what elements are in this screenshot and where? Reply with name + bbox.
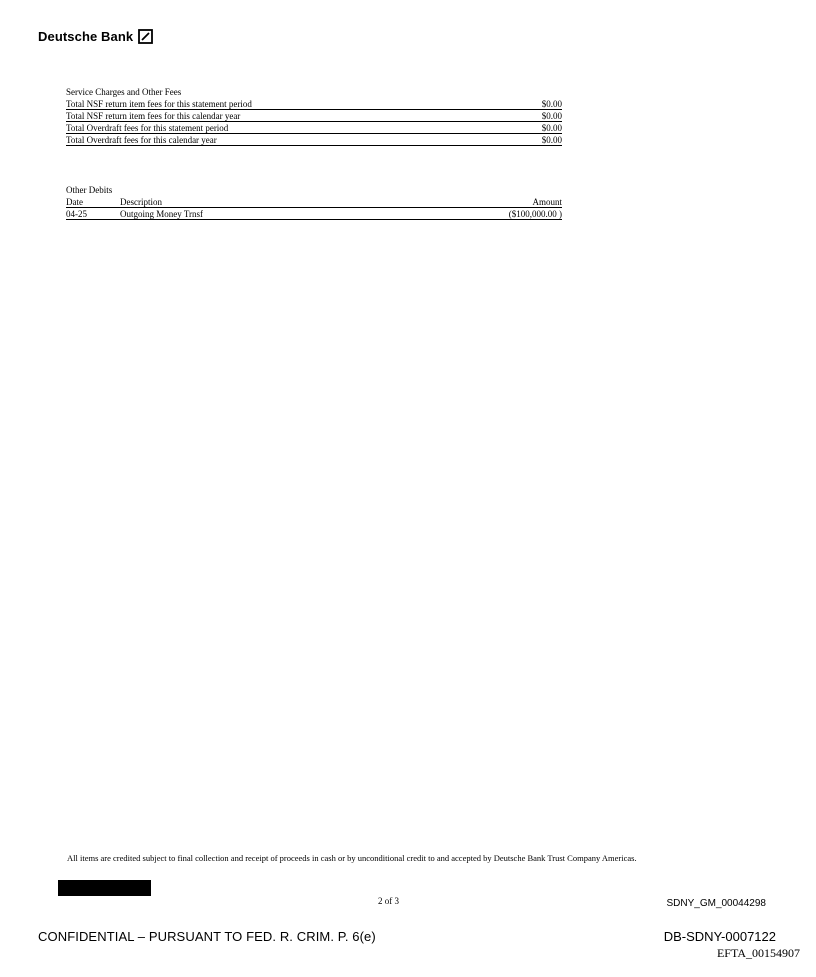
fee-label: Total Overdraft fees for this statement period [66, 122, 502, 134]
table-row [66, 122, 562, 134]
column-header-amount: Amount [442, 196, 562, 208]
document-id: SDNY_GM_00044298 [666, 898, 766, 909]
debit-description: Outgoing Money Trnsf [120, 208, 442, 220]
fee-label: Total NSF return item fees for this statement period [66, 98, 502, 110]
column-header-description: Description [120, 196, 442, 208]
bank-logo [38, 26, 153, 46]
efta-number: EFTA_00154907 [716, 946, 800, 960]
page-number: 2 of 3 [378, 896, 399, 906]
debit-date: 04-25 [66, 208, 120, 220]
bates-number: DB-SDNY-0007122 [663, 929, 776, 944]
deutsche-bank-slash-icon [138, 29, 153, 44]
service-charges-title: Service Charges and Other Fees [66, 87, 182, 97]
fee-amount: $0.00 [502, 122, 562, 134]
fee-amount: $0.00 [502, 134, 562, 146]
debit-amount: ($100,000.00 ) [442, 208, 562, 220]
fee-amount: $0.00 [502, 98, 562, 110]
confidential-notice: CONFIDENTIAL – PURSUANT TO FED. R. CRIM. P. 6(e) [38, 929, 376, 944]
redaction-block [58, 880, 151, 896]
service-charges-table [66, 87, 562, 146]
fee-label: Total NSF return item fees for this calendar year [66, 110, 502, 122]
bank-name: Deutsche Bank [38, 28, 134, 44]
table-row [66, 110, 562, 122]
column-header-date: Date [66, 196, 120, 208]
table-header-row [66, 196, 562, 208]
table-row [66, 208, 562, 220]
table-row [66, 134, 562, 146]
fee-label: Total Overdraft fees for this calendar year [66, 134, 502, 146]
credit-disclaimer: All items are credited subject to final collection and receipt of proceeds in cash or by unconditional credit to and accepted by Deutsche Bank Trust Company Americas. [67, 853, 637, 863]
other-debits-table [66, 185, 562, 220]
other-debits-title: Other Debits [66, 185, 113, 195]
table-row [66, 98, 562, 110]
fee-amount: $0.00 [502, 110, 562, 122]
